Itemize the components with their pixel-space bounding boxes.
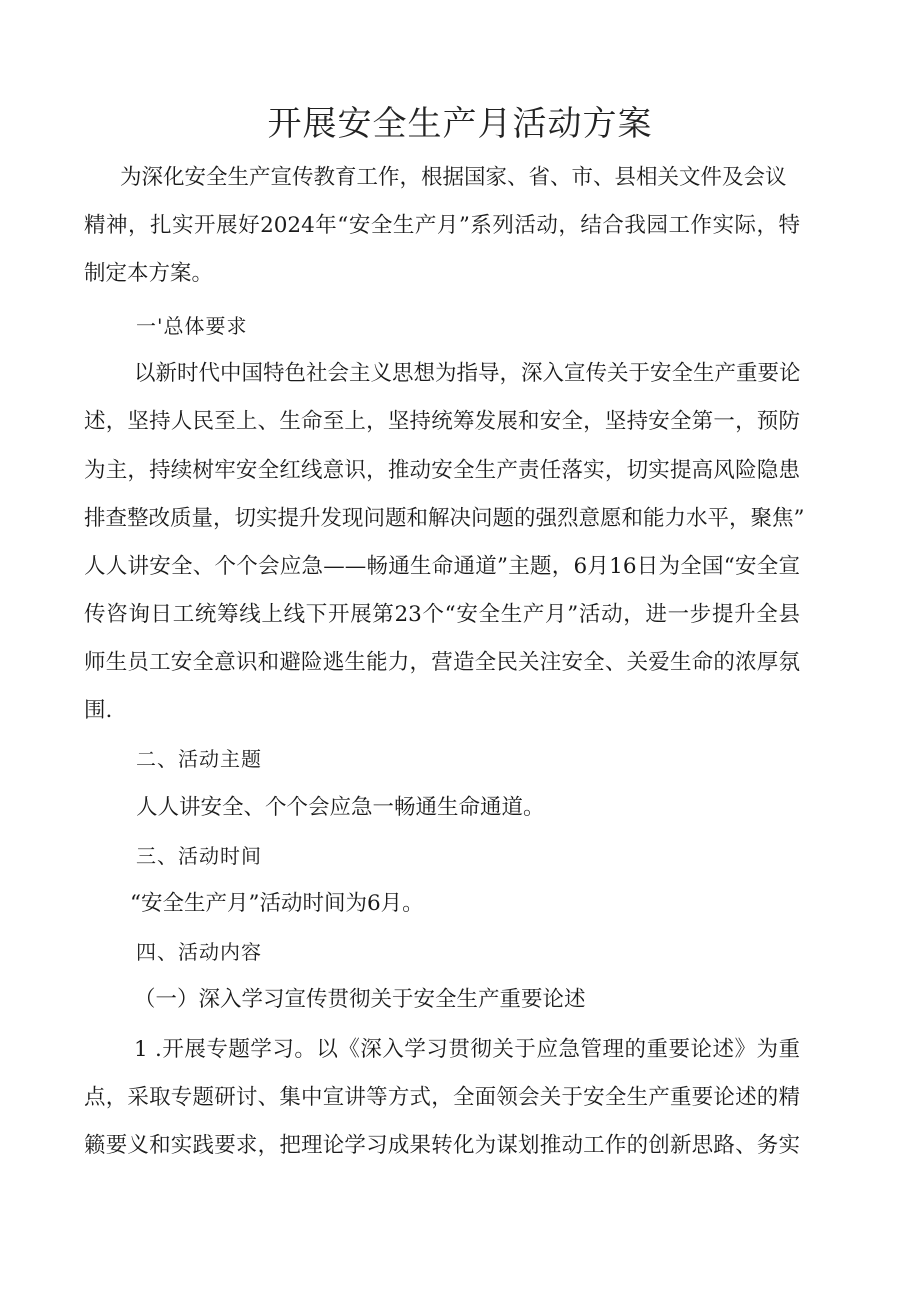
- section-1-line-2: 述，坚持人民至上、生命至上，坚持统筹发展和安全，坚持安全第一，预防: [84, 409, 800, 434]
- section-4-line-2: 点，采取专题研讨、集中宣讲等方式，全面领会关于安全生产重要论述的精: [84, 1085, 800, 1110]
- section-2-text: 人人讲安全、个个会应急一畅通生命通道。: [136, 795, 545, 820]
- intro-line-1: 为深化安全生产宣传教育工作，根据国家、省、市、县相关文件及会议: [120, 165, 787, 190]
- intro-line-2: 精神，扎实开展好2024年“安全生产月”系列活动，结合我园工作实际，特: [84, 213, 800, 238]
- section-1-line-7: 师生员工安全意识和避险逃生能力，营造全民关注安全、关爱生命的浓厚氛: [84, 650, 800, 675]
- section-1-line-4: 排查整改质量，切实提升发现问题和解决问题的强烈意愿和能力水平，聚焦”: [84, 506, 805, 531]
- section-2-heading: 二、活动主题: [136, 747, 262, 771]
- section-1-heading: 一'总体要求: [136, 314, 248, 338]
- section-3-heading: 三、活动时间: [136, 844, 262, 868]
- section-4-line-3: 籁要义和实践要求，把理论学习成果转化为谋划推动工作的创新思路、务实: [84, 1133, 800, 1158]
- section-1-line-8: 围.: [84, 698, 113, 723]
- section-4-subheading: （一）深入学习宣传贯彻关于安全生产重要论述: [134, 987, 586, 1012]
- section-4-line-1: 1 .开展专题学习。以《深入学习贯彻关于应急管理的重要论述》为重: [134, 1037, 800, 1062]
- section-3-text: “安全生产月”活动时间为6月。: [130, 891, 424, 916]
- section-1-line-5: 人人讲安全、个个会应急——畅通生命通道”主题，6月16日为全国“安全宣: [84, 554, 800, 579]
- section-1-line-1: 以新时代中国特色社会主义思想为指导，深入宣传关于安全生产重要论: [134, 361, 801, 386]
- section-4-heading: 四、活动内容: [136, 940, 262, 964]
- section-1-line-6: 传咨询日工统筹线上线下开展第23个“安全生产月”活动，进一步提升全县: [84, 602, 800, 627]
- intro-line-3: 制定本方案。: [84, 261, 214, 286]
- section-1-line-3: 为主，持续树牢安全红线意识，推动安全生产责任落实，切实提高风险隐患: [84, 458, 800, 483]
- document-title: 开展安全生产月活动方案: [267, 104, 653, 144]
